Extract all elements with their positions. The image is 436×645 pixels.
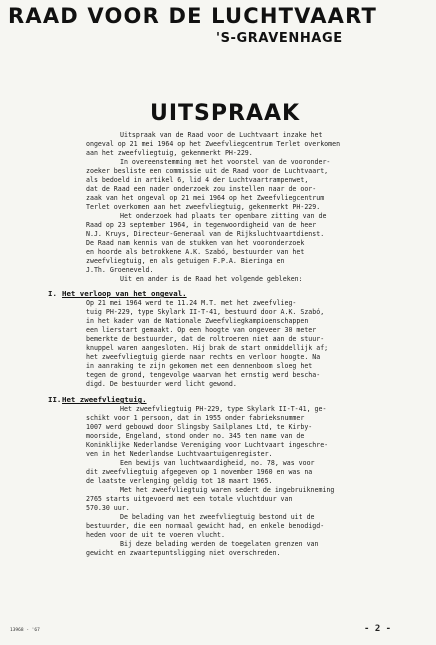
section-line: tuig PH-229, type Skylark II-T-41, bestuurd door A.K. Szabó, [86, 308, 325, 316]
section-line: Een bewijs van luchtwaardigheid, no. 78, was voor [120, 459, 315, 467]
intro-line: zaak van het ongeval op 21 mei 1964 op het Zweefvliegcentrum [86, 194, 325, 202]
intro-line: Uit en ander is de Raad het volgende gebleken: [120, 275, 303, 283]
section-title: Het verloop van het ongeval. [62, 289, 187, 298]
section-line: in het kader van de Nationale Zweefvliegkampioenschappen [86, 317, 309, 325]
section-line: ven in het Nederlandse Luchtvaartuigenregister. [86, 450, 273, 458]
intro-line: Terlet overkomen aan het zweefvliegtuig, gekenmerkt PH-229. [86, 203, 321, 211]
section-line: Het zweefvliegtuig PH-229, type Skylark II-T-41, ge- [120, 405, 327, 413]
section-line: dit zweefvliegtuig afgegeven op 1 november 1960 en was na [86, 468, 313, 476]
section-line: heden voor de uit te voeren vlucht. [86, 531, 225, 539]
section-heading [48, 289, 187, 298]
organization-city: 'S-GRAVENHAGE [216, 31, 343, 46]
section-line: de laatste verlenging geldig tot 18 maart 1965. [86, 477, 273, 485]
section-line: het zweefvliegtuig gierde naar rechts en verloor hoogte. Na [86, 353, 321, 361]
section-line: bemerkte de bestuurder, dat de roltroeren niet aan de stuur- [86, 335, 325, 343]
intro-line: aan het zweefvliegtuig, gekenmerkt PH-229. [86, 149, 253, 157]
section-line: 570.30 uur. [86, 504, 130, 512]
intro-line: De Raad nam kennis van de stukken van het vooronderzoek [86, 239, 305, 247]
section-line: knuppel waren aangesloten. Hij brak de start onmiddellijk af; [86, 344, 329, 352]
section-line: Op 21 mei 1964 werd te 11.24 M.T. met het zweefvlieg- [86, 299, 297, 307]
section-line: Bij deze belading werden de toegelaten grenzen van [120, 540, 319, 548]
section-line: moorside, Engeland, stond onder no. 345 ten name van de [86, 432, 305, 440]
section-title: Het zweefvliegtuig. [62, 395, 147, 404]
organization-name: RAAD VOOR DE LUCHTVAART [8, 4, 378, 28]
section-line: Koninklijke Nederlandse Vereniging voor Luchtvaart ingeschre- [86, 441, 329, 449]
section-line: bestuurder, die een normaal gewicht had, en enkele benodigd- [86, 522, 325, 530]
intro-line: als bedoeld in artikel 6, lid 4 der Luchtvaartrampenwet, [86, 176, 309, 184]
section-line: Met het zweefvliegtuig waren sedert de ingebruikneming [120, 486, 335, 494]
intro-line: dat de Raad een nader onderzoek zou instellen naar de oor- [86, 185, 317, 193]
intro-line: Raad op 23 september 1964, in tegenwoordigheid van de heer [86, 221, 317, 229]
intro-line: zoeker besliste een commissie uit de Raad voor de Luchtvaart, [86, 167, 329, 175]
section-line: schikt voor 1 persoon, dat in 1955 onder fabrieksnummer [86, 414, 305, 422]
section-line: 2765 starts uitgevoerd met een totale vluchtduur van [86, 495, 293, 503]
intro-line: J.Th. Groeneveld. [86, 266, 154, 274]
section-line: digd. De bestuurder werd licht gewond. [86, 380, 237, 388]
section-number: II. [48, 395, 62, 404]
intro-line: ongeval op 21 mei 1964 op het Zweefvliegcentrum Terlet overkomen [86, 140, 341, 148]
intro-line: Het onderzoek had plaats ter openbare zitting van de [120, 212, 327, 220]
intro-line: In overeenstemming met het voorstel van de vooronder- [120, 158, 331, 166]
print-code: 13968 - '67 [10, 628, 40, 633]
section-line: in aanraking te zijn gekomen met een dennenboom sloeg het [86, 362, 313, 370]
page-number: - 2 - [364, 624, 392, 634]
section-number: I. [48, 289, 57, 298]
section-line: De belading van het zweefvliegtuig bestond uit de [120, 513, 315, 521]
document-title: UITSPRAAK [150, 101, 301, 126]
section-line: gewicht en zwaartepuntsligging niet overschreden. [86, 549, 281, 557]
section-line: 1007 werd gebouwd door Slingsby Sailplanes Ltd, te Kirby- [86, 423, 313, 431]
section-line: tegen de grond, tengevolge waarvan het ernstig werd bescha- [86, 371, 321, 379]
intro-line: zweefvliegtuig, en als getuigen F.P.A. Bieringa en [86, 257, 285, 265]
section-line: een lierstart gemaakt. Op een hoogte van ongeveer 30 meter [86, 326, 317, 334]
intro-line: N.J. Kruys, Directeur-Generaal van de Rijksluchtvaartdienst. [86, 230, 325, 238]
section-heading [48, 395, 147, 404]
intro-line: en hoorde als betrokkene A.K. Szabó, bestuurder van het [86, 248, 305, 256]
intro-line: Uitspraak van de Raad voor de Luchtvaart inzake het [120, 131, 323, 139]
